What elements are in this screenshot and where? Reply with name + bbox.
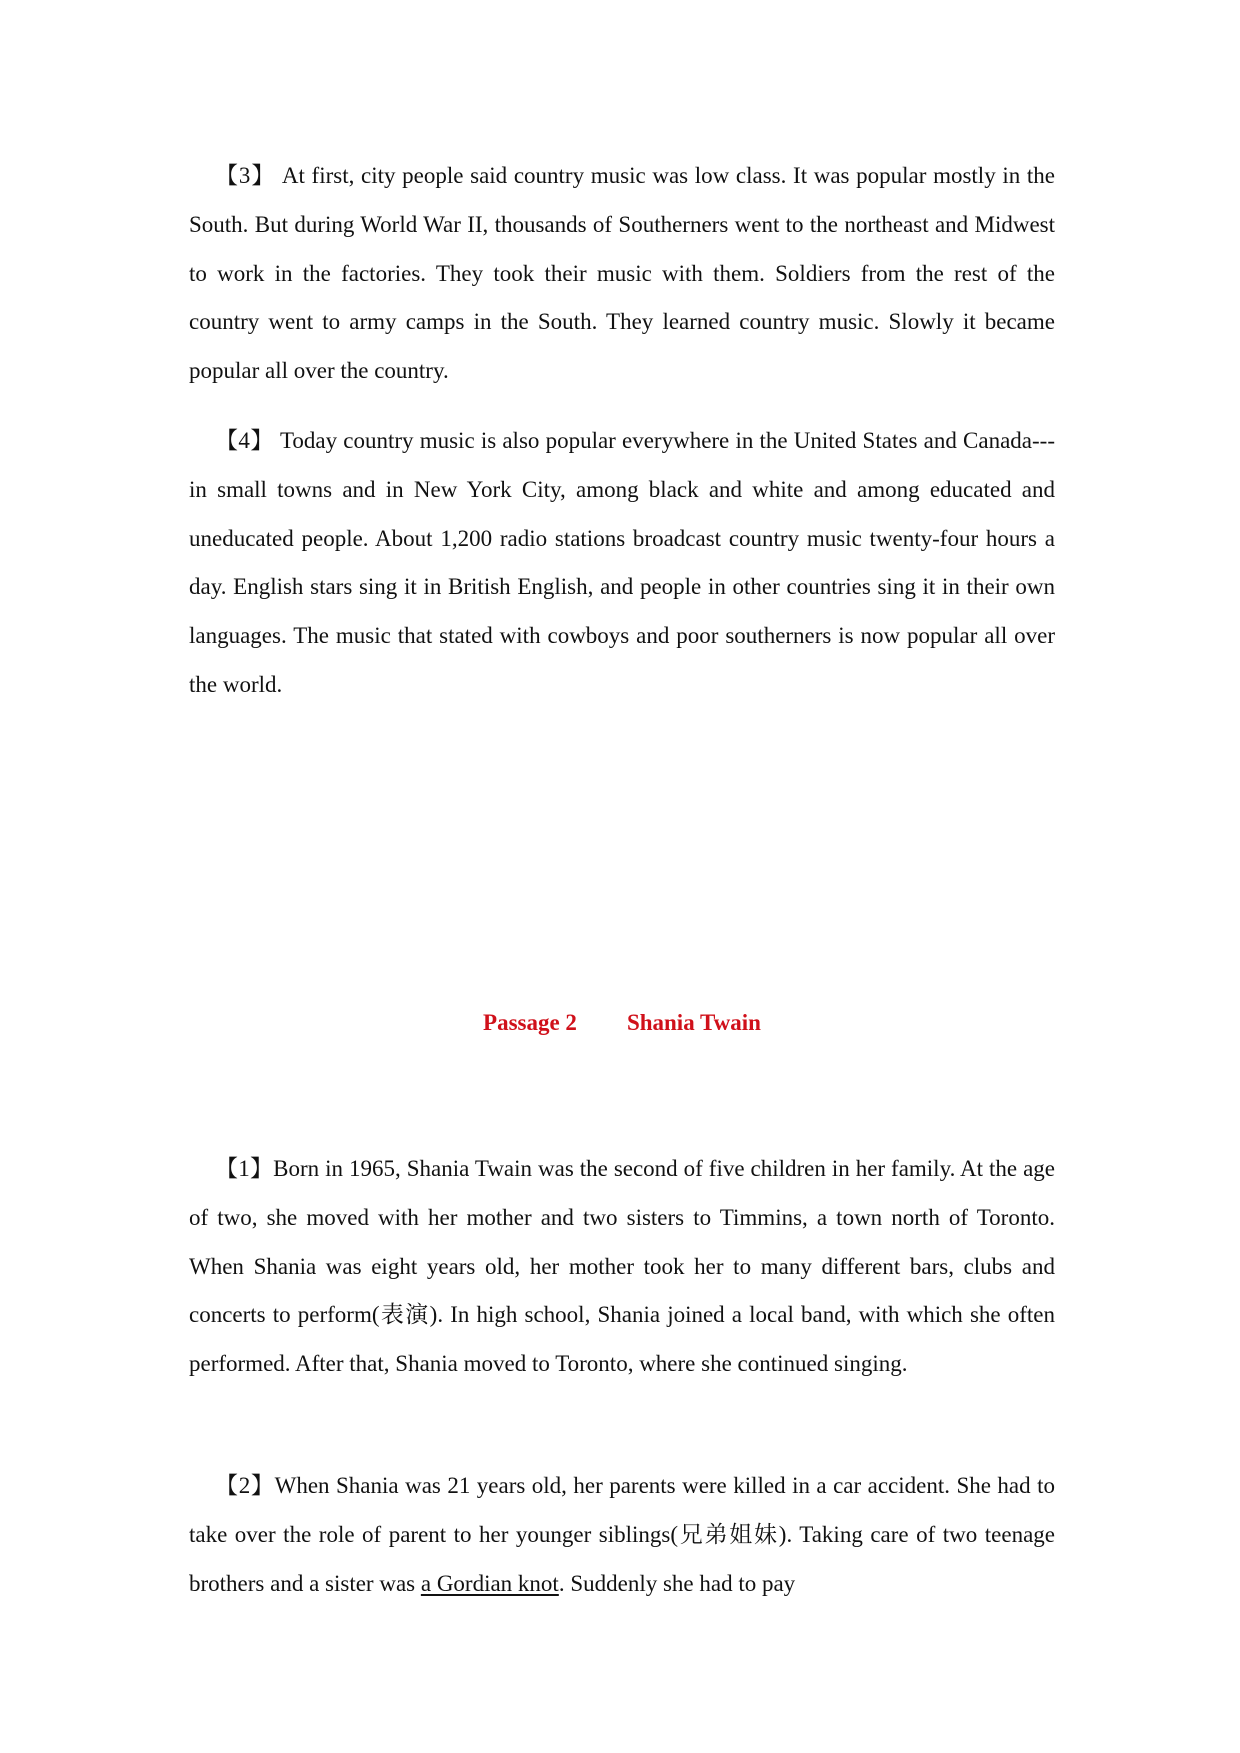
paragraph-text-end: . Suddenly she had to pay [558, 1570, 796, 1596]
passage2-paragraph-1 [189, 1145, 1055, 1389]
paragraph-text: When Shania was 21 years old, her parents were killed in a car accident. She had to take over the role of parent to her younger siblings(兄弟姐妹). Taking care of two teenage brothers and a sister was [189, 1473, 1055, 1596]
paragraph-text: Born in 1965, Shania Twain was the second of five children in her family. At the age of two, she moved with her mother and two sisters to Timmins, a town north of Toronto. When Shania was eight years old, her mother took her to many different bars, clubs and concerts to perform(表演). In high school, Shania joined a local band, with which she often performed. After that, Shania moved to Toronto, where she continued singing. [189, 1156, 1055, 1377]
passage-title-text: Shania Twain [626, 1010, 761, 1035]
passage2-paragraph-2 [189, 1462, 1055, 1608]
paragraph-marker: 【4】 [215, 428, 274, 453]
underlined-phrase: a Gordian knot [420, 1570, 559, 1596]
paragraph-4 [189, 417, 1055, 710]
passage-label: Passage 2 [483, 1010, 577, 1035]
paragraph-marker: 【1】 [215, 1156, 274, 1181]
passage-title [189, 1010, 1055, 1036]
paragraph-marker: 【3】 [215, 163, 276, 188]
paragraph-3 [189, 152, 1055, 396]
paragraph-text: At first, city people said country music was low class. It was popular mostly in the South. But during World War II, thousands of Southerners went to the northeast and Midwest to work in the factories. They took their music with them. Soldiers from the rest of the country went to army camps in the South. They learned country music. Slowly it became popular all over the country. [189, 163, 1056, 384]
paragraph-text: Today country music is also popular everywhere in the United States and Canada--- in small towns and in New York City, among black and white and among educated and uneducated people. About 1,200 radio stations broadcast country music twenty-four hours a day. English stars sing it in British English, and people in other countries sing it in their own languages. The music that stated with cowboys and poor southerners is now popular all over the world. [189, 428, 1055, 697]
paragraph-marker: 【2】 [215, 1473, 275, 1498]
